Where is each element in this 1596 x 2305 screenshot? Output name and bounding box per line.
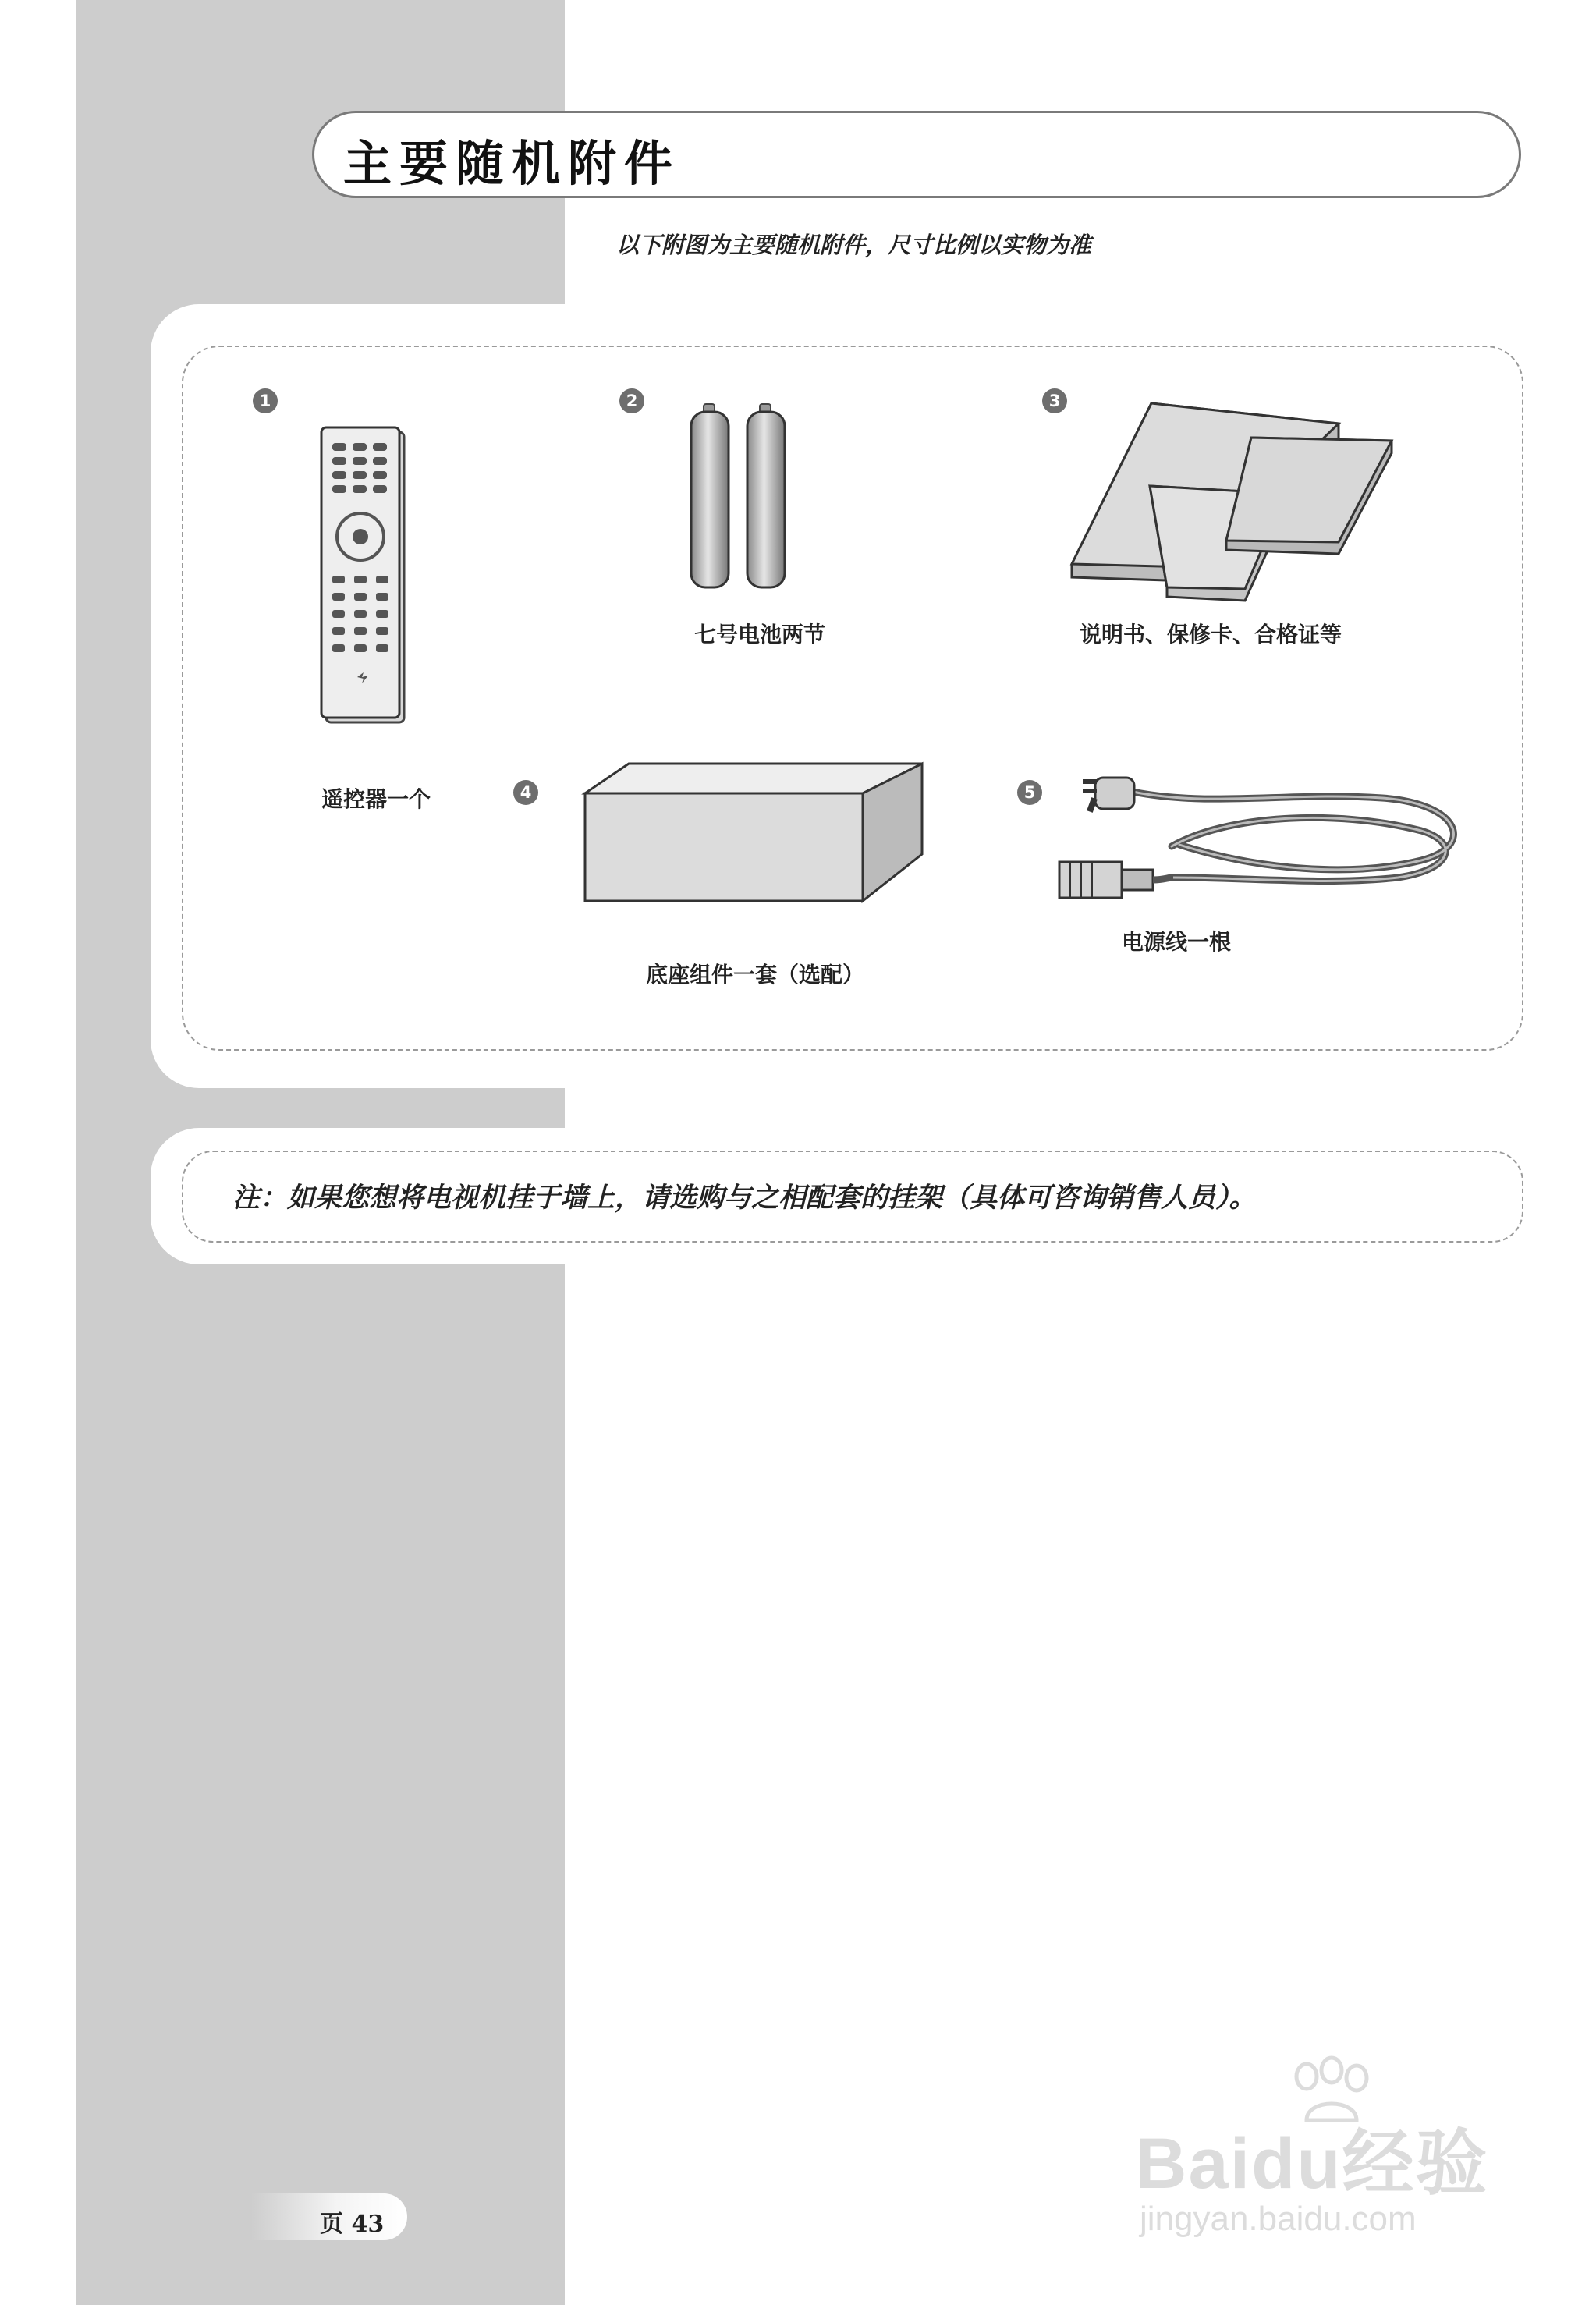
item-5-caption: 电源线一根 bbox=[1122, 929, 1232, 955]
baidu-watermark bbox=[1135, 2059, 1541, 2246]
base-box-icon bbox=[582, 761, 925, 905]
item-4-badge: 4 bbox=[513, 780, 538, 805]
item-2-caption: 七号电池两节 bbox=[694, 622, 826, 647]
documents-icon bbox=[1073, 402, 1401, 605]
watermark-url: jingyan.baidu.com bbox=[1140, 2200, 1417, 2238]
page-number: 页 43 bbox=[320, 2211, 385, 2238]
item-1-badge: 1 bbox=[253, 388, 278, 413]
battery-icon bbox=[686, 404, 803, 591]
note-text: 注：如果您想将电视机挂于墙上，请选购与之相配套的挂架（具体可咨询销售人员）。 bbox=[232, 1182, 1257, 1214]
item-4-caption: 底座组件一套（选配） bbox=[646, 962, 865, 988]
item-5-badge: 5 bbox=[1017, 780, 1042, 805]
page-subtitle: 以下附图为主要随机附件，尺寸比例以实物为准 bbox=[616, 232, 1092, 258]
watermark-logo: Baidu经验 bbox=[1135, 2124, 1489, 2204]
page-title: 主要随机附件 bbox=[343, 135, 681, 192]
remote-control-icon bbox=[320, 427, 413, 728]
item-3-caption: 说明书、保修卡、合格证等 bbox=[1080, 622, 1342, 647]
item-1-caption: 遥控器一个 bbox=[321, 786, 431, 812]
item-2-badge: 2 bbox=[619, 388, 644, 413]
item-3-badge: 3 bbox=[1042, 388, 1067, 413]
power-cord-icon bbox=[1055, 761, 1476, 917]
